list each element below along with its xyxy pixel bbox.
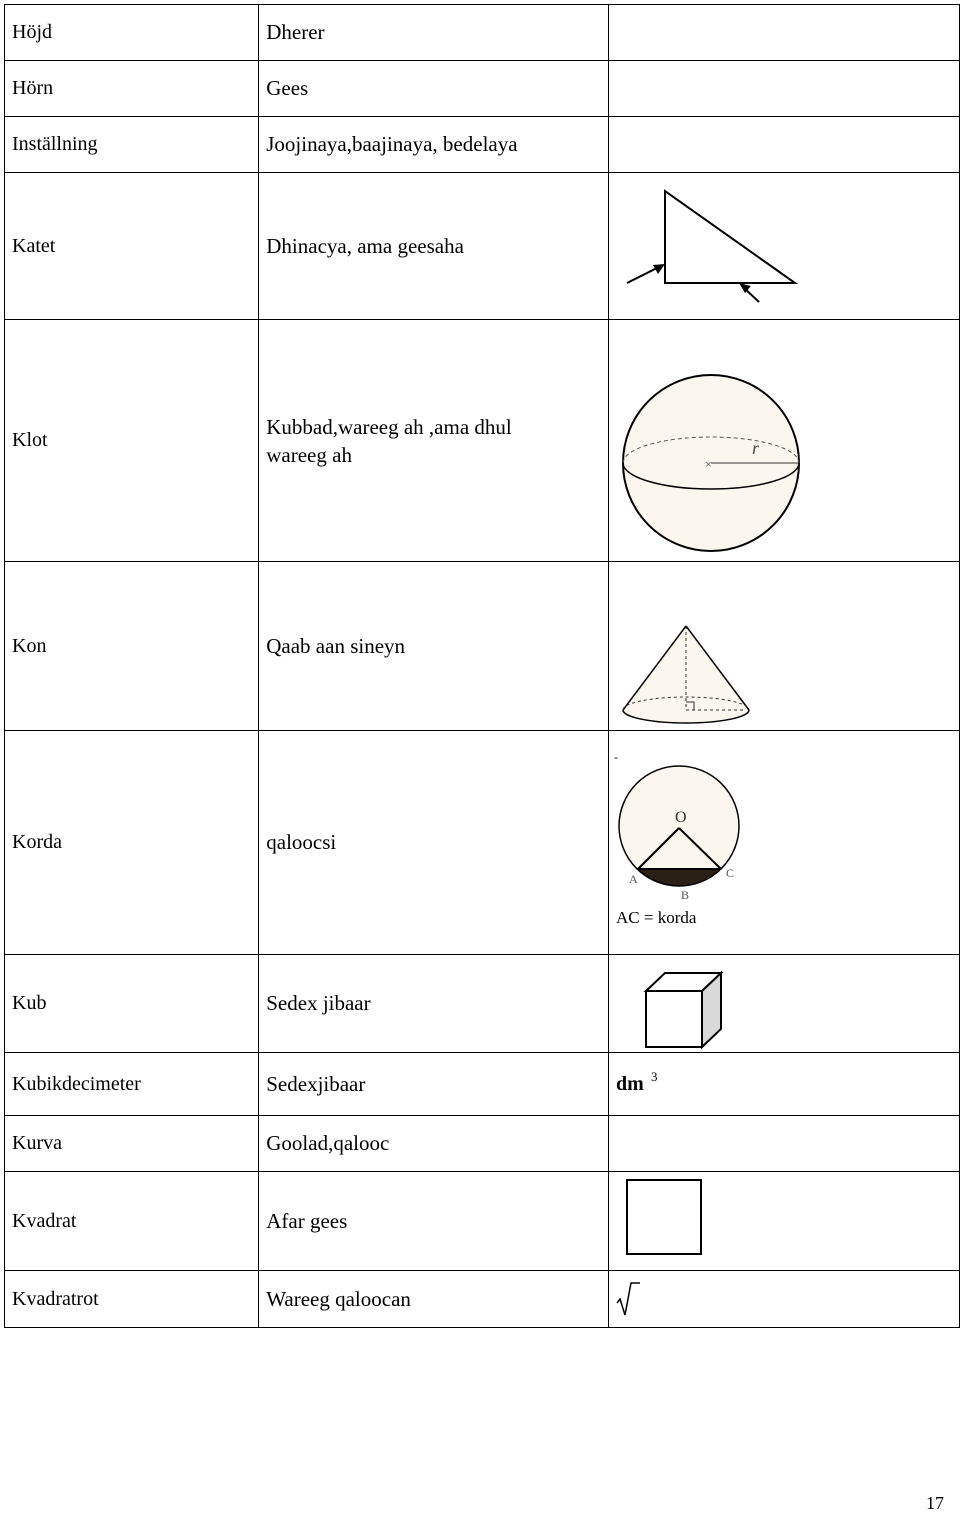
swedish-term: Kub [5, 955, 259, 1053]
swedish-term: Klot [5, 320, 259, 562]
point-b-label: B [680, 888, 689, 902]
table-row [5, 61, 960, 117]
square-root-icon [609, 1271, 959, 1327]
somali-term: Dherer [259, 5, 609, 61]
table-row [5, 320, 960, 562]
svg-text:×: × [704, 457, 712, 471]
illustration-cell [608, 731, 959, 955]
point-c-label: C [725, 866, 734, 880]
swedish-term: Korda [5, 731, 259, 955]
illustration-cell [608, 955, 959, 1053]
point-a-label: A [628, 872, 638, 886]
square-icon [609, 1172, 959, 1270]
table-row [5, 562, 960, 731]
illustration-cell [608, 5, 959, 61]
unit-exponent: 3 [650, 1069, 658, 1084]
somali-term: Sedexjibaar [259, 1053, 609, 1116]
cone-icon [609, 562, 959, 730]
table-row [5, 173, 960, 320]
swedish-term: Kurva [5, 1116, 259, 1172]
somali-term: Kubbad,wareeg ah ,ama dhul wareeg ah [259, 320, 609, 562]
illustration-cell [608, 320, 959, 562]
somali-term: Dhinacya, ama geesaha [259, 173, 609, 320]
somali-term: qaloocsi [259, 731, 609, 955]
illustration-cell [608, 61, 959, 117]
somali-term: Sedex jibaar [259, 955, 609, 1053]
table-row [5, 731, 960, 955]
center-label: O [674, 809, 687, 826]
table-row [5, 1116, 960, 1172]
table-row [5, 1271, 960, 1328]
table-row [5, 1053, 960, 1116]
table-row [5, 117, 960, 173]
somali-term: Afar gees [259, 1172, 609, 1271]
swedish-term: Kvadratrot [5, 1271, 259, 1328]
swedish-term: Katet [5, 173, 259, 320]
swedish-term: Hörn [5, 61, 259, 117]
right-triangle-icon [609, 173, 959, 319]
swedish-term: Kon [5, 562, 259, 731]
page-number: 17 [926, 1493, 944, 1513]
illustration-cell [608, 562, 959, 731]
cube-icon [609, 955, 959, 1052]
somali-term: Gees [259, 61, 609, 117]
unit-label: dm [615, 1073, 644, 1095]
illustration-cell [608, 1172, 959, 1271]
illustration-cell [608, 117, 959, 173]
glossary-table [4, 4, 960, 1328]
swedish-term: Höjd [5, 5, 259, 61]
somali-term: Wareeg qaloocan [259, 1271, 609, 1328]
table-row [5, 5, 960, 61]
table-row [5, 1172, 960, 1271]
chord-circle-icon [609, 731, 959, 954]
somali-term: Qaab aan sineyn [259, 562, 609, 731]
swedish-term: Kvadrat [5, 1172, 259, 1271]
illustration-cell [608, 173, 959, 320]
chord-caption: AC = korda [615, 908, 697, 927]
table-row [5, 955, 960, 1053]
svg-text:-: - [613, 750, 618, 764]
somali-term: Joojinaya,baajinaya, bedelaya [259, 117, 609, 173]
swedish-term: Kubikdecimeter [5, 1053, 259, 1116]
illustration-cell [608, 1271, 959, 1328]
swedish-term: Inställning [5, 117, 259, 173]
illustration-cell [608, 1053, 959, 1116]
sphere-icon [609, 320, 959, 561]
illustration-cell [608, 1116, 959, 1172]
somali-term: Goolad,qalooc [259, 1116, 609, 1172]
radius-label: r [751, 438, 759, 458]
